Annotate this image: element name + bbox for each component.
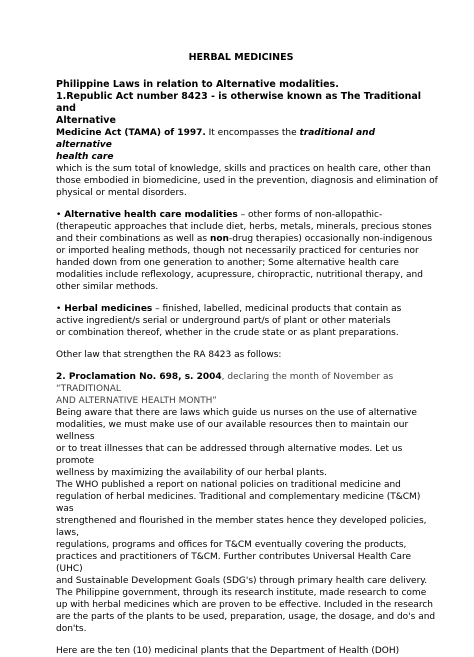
proclamation-item: 2. Proclamation No. 698, s. 2004, declaring the month of November as “TRADITIONAL AND ALTERNATIVE HEALTH MONTH” bbox=[56, 372, 394, 406]
act-desc-line: which is the sum total of knowledge, skills and practices on health care, other than bbox=[56, 164, 431, 174]
other-law-line: Other law that strengthen the RA 8423 as follows: bbox=[56, 350, 282, 360]
act-desc-line: physical or mental disorders. bbox=[56, 188, 187, 198]
act-heading-line-1: 1.Republic Act number 8423 - is otherwise known as The Traditional and bbox=[56, 91, 422, 114]
bullet: • bbox=[56, 304, 62, 314]
bullet: • bbox=[56, 210, 62, 220]
intro-heading: Philippine Laws in relation to Alternative modalities. bbox=[56, 79, 339, 90]
alt-term: Alternative health care modalities bbox=[64, 210, 238, 220]
document-body bbox=[56, 52, 438, 657]
alternative-modalities-item: • Alternative health care modalities – other forms of non-allopathic- (therapeutic approaches that include diet, herbs, metals, minerals, precious stones and their combinations as well as non-drug therapies) occasionally non-indigenous or imported healing methods, though not necessarily practiced for centuries nor handed down from one generation to another; Some alternative health care modalities include reflexology, acupressure, chiropractic, nutritional therapy, and other similar methods. bbox=[56, 210, 433, 292]
page-title: HERBAL MEDICINES bbox=[188, 52, 294, 63]
herbal-medicines-item: • Herbal medicines – finished, labelled, medicinal products that contain as active ingredient/s serial or underground part/s of plant or other materials or combination thereof, whether in the crude state or as plant preparations. bbox=[56, 304, 402, 338]
herbal-term: Herbal medicines bbox=[64, 304, 153, 314]
act-heading-line-4: health care bbox=[56, 152, 114, 162]
body-paragraph: Being aware that there are laws which guide us nurses on the use of alternative modalities, we must make use of our available resources then to maintain our wellness or to treat illnesses that can be addressed through alternative modes. Let us promote wellness by maximizing the availability of our herbal plants. The WHO published a report on national policies on traditional medicine and regulation of herbal medicines. Traditional and complementary medicine (T&CM) was strengthened and flourished in the member states hence they developed policies, laws, regulations, programs and offices for T&CM eventually covering the products, practices and practitioners of T&CM. Further contributes Universal Health Care (UHC) and Sustainable Development Goals (SDG's) through primary health care delivery. The Philippine government, through its research institute, made research to come up with herbal medicines which are proven to be effective. Included in the research are the parts of the plants to be used, preparation, usage, the dosage, and do's and don'ts. bbox=[56, 408, 436, 634]
proclamation-heading: 2. Proclamation No. 698, s. 2004 bbox=[56, 372, 222, 382]
act-title: Medicine Act (TAMA) of 1997. bbox=[56, 128, 206, 138]
closing-line: Here are the ten (10) medicinal plants that the Department of Health (DOH) bbox=[56, 646, 400, 656]
act-heading-line-2: Alternative bbox=[56, 115, 116, 126]
act-encompasses: It encompasses the bbox=[205, 128, 300, 138]
act-emphasis: traditional and alternative bbox=[56, 128, 376, 150]
act-heading-line-3 bbox=[56, 127, 426, 151]
act-desc-line: those embodied in biomedicine, used in the prevention, diagnosis and elimination of bbox=[56, 176, 438, 186]
act-description bbox=[56, 163, 438, 199]
